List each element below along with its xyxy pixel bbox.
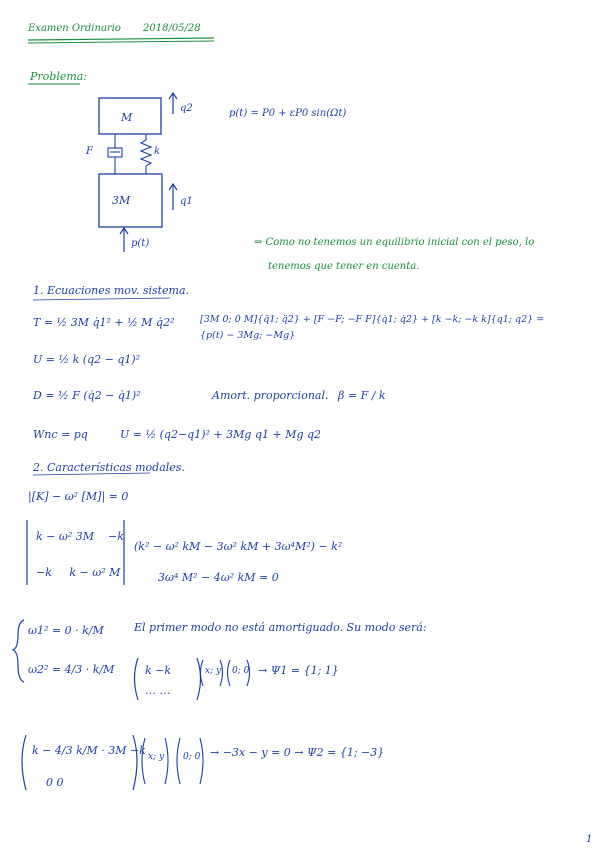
damping-note: Amort. proporcional. (212, 389, 329, 402)
mode1-matrix-row1: k −k (145, 664, 172, 677)
kinetic-energy-eq: T = ½ 3M q̇1² + ½ M q̇2² (33, 316, 175, 329)
mode1-vector-zero: 0; 0 (232, 666, 250, 676)
equations-of-motion-matrix: [3M 0; 0 M]{q̈1; q̈2} + [F −F; −F F]{q̇1; q̇2} + [k −k; −k k]{q1; q2} = {p(t) − 3Mg; −Mg} (200, 314, 545, 341)
q2-label: q2 (180, 103, 193, 114)
potential-energy-eq: U = ½ k (q2 − q1)² (33, 353, 141, 366)
det-row2: −k k − ω² M (36, 566, 121, 579)
mode2-vector-zero: 0; 0 (183, 752, 201, 762)
weight-note-line1: ⇒ Como no tenemos un equilibrio inicial con el peso, lo (254, 237, 535, 248)
top-mass-label: M (121, 111, 133, 124)
problem-label: Problema: (30, 70, 88, 83)
spring-icon (141, 134, 151, 174)
dissipation-eq: D = ½ F (q̇2 − q̇1)² (33, 389, 141, 402)
mode1-shape: → Ψ1 = {1; 1} (258, 664, 339, 677)
det-expansion: (k² − ω² kM − 3ω² kM + 3ω⁴M²) − k² (134, 540, 343, 553)
mode2-result: −3x − y = 0 (222, 746, 291, 759)
mode2-matrix-row1: k − 4/3 k/M · 3M −k (32, 744, 146, 757)
header-underline (28, 38, 214, 40)
q1-label: q1 (180, 196, 193, 207)
force-equation: p(t) = P0 + εP0 sin(Ωt) (229, 108, 347, 119)
beta-eq: β = F / k (338, 389, 386, 402)
mode1-comment: El primer modo no está amortiguado. Su modo será: (134, 621, 427, 634)
weight-note-line2: tenemos que tener en cuenta. (268, 261, 420, 272)
damper-label: F (86, 146, 93, 157)
mode2-matrix-row2: 0 0 (46, 776, 64, 789)
bottom-mass-label: 3M (112, 194, 131, 207)
omega1-eq: ω1² = 0 · k/M (28, 624, 104, 637)
mode1-matrix-row2: … … (145, 684, 171, 697)
omega2-eq: ω2² = 4/3 · k/M (28, 663, 115, 676)
page-number: 1 (586, 834, 593, 845)
mode1-vector-xy: x; y (205, 666, 222, 676)
nonconservative-work-eq: Wnc = pq (33, 428, 88, 441)
section2-heading: 2. Características modales. (33, 461, 185, 474)
potential-full-eq: U = ½ (q2−q1)² + 3Mg q1 + Mg q2 (120, 428, 322, 441)
mode1-vector: Ψ1 = {1; 1} (270, 664, 339, 677)
mode2-vector: Ψ2 = {1; −3} (307, 746, 385, 759)
exam-title: Examen Ordinario (28, 23, 121, 34)
section1-heading: 1. Ecuaciones mov. sistema. (33, 284, 190, 297)
exam-date: 2018/05/28 (143, 23, 201, 34)
header-underline-2 (28, 41, 214, 43)
spring-label: k (154, 146, 161, 157)
mode2-vector-xy: x; y (148, 752, 165, 762)
bottom-mass-box (99, 174, 162, 227)
det-result: 3ω⁴ M² − 4ω² kM = 0 (158, 571, 279, 584)
system-brace (13, 620, 24, 682)
characteristic-eq: |[K] − ω² [M]| = 0 (28, 490, 129, 503)
mode2-relation: → −3x − y = 0 → Ψ2 = {1; −3} (210, 746, 385, 759)
det-row1: k − ω² 3M −k (36, 530, 124, 543)
force-label: p(t) (131, 238, 150, 249)
